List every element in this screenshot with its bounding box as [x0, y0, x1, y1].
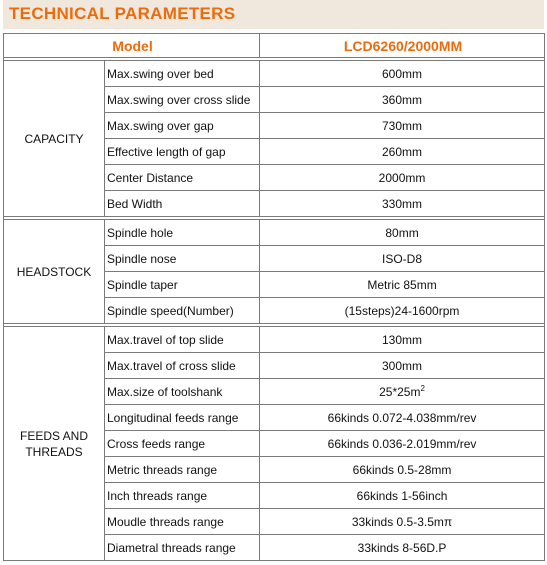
parameter-name: Bed Width [105, 191, 260, 217]
parameter-value [260, 113, 545, 139]
parameter-name: Max.travel of top slide [105, 327, 260, 353]
parameter-name: Longitudinal feeds range [105, 405, 260, 431]
parameter-value [260, 431, 545, 457]
parameter-value [260, 483, 545, 509]
parameter-value-text: 66kinds 0.5-28mm [352, 462, 452, 477]
parameter-name: Spindle speed(Number) [105, 298, 260, 324]
parameter-value-text: 66kinds 0.036-2.019mm/rev [327, 436, 477, 451]
model-value: LCD6260/2000MM [260, 34, 545, 58]
parameter-name: Cross feeds range [105, 431, 260, 457]
parameter-value-text: 2000mm [378, 170, 426, 185]
parameter-value [260, 379, 545, 405]
parameter-name: Spindle nose [105, 246, 260, 272]
parameter-value-text: 130mm [382, 332, 423, 347]
parameter-name: Moudle threads range [105, 509, 260, 535]
parameter-value [260, 246, 545, 272]
parameter-name: Spindle hole [105, 220, 260, 246]
parameter-value [260, 457, 545, 483]
parameter-name: Max.travel of cross slide [105, 353, 260, 379]
parameter-value [260, 87, 545, 113]
model-label: Model [4, 34, 260, 58]
table-row [4, 61, 545, 87]
parameter-name: Max.swing over cross slide [105, 87, 260, 113]
parameter-value [260, 165, 545, 191]
parameter-value-text: 600mm [382, 66, 423, 81]
page-title: TECHNICAL PARAMETERS [9, 4, 236, 23]
parameter-value [260, 272, 545, 298]
parameter-name: Max.swing over gap [105, 113, 260, 139]
parameter-value-text: 360mm [382, 92, 423, 107]
parameter-name: Diametral threads range [105, 535, 260, 561]
parameter-value-text: 66kinds 1-56inch [356, 488, 448, 503]
parameter-value-text: 33kinds 8-56D.P [357, 540, 447, 555]
parameter-name: Metric threads range [105, 457, 260, 483]
parameter-value-text: 730mm [382, 118, 423, 133]
parameter-value-text: 300mm [382, 358, 423, 373]
parameter-value-text: ISO-D8 [382, 251, 423, 266]
group-label: FEEDS AND THREADS [4, 327, 105, 561]
parameter-value [260, 220, 545, 246]
parameter-value-text: 260mm [382, 144, 423, 159]
parameter-value [260, 535, 545, 561]
unit-superscript: 2 [420, 383, 425, 393]
group-label: HEADSTOCK [4, 220, 105, 324]
parameter-value-text: (15steps)24-1600rpm [344, 303, 460, 318]
parameter-value [260, 139, 545, 165]
parameter-name: Spindle taper [105, 272, 260, 298]
table-row [4, 220, 545, 246]
parameter-name: Max.size of toolshank [105, 379, 260, 405]
parameter-value [260, 298, 545, 324]
parameter-value-text: 330mm [382, 196, 423, 211]
parameter-value [260, 327, 545, 353]
parameter-value-text: 80mm [385, 225, 419, 240]
table-header-row [4, 34, 545, 58]
parameter-name: Center Distance [105, 165, 260, 191]
parameter-name: Inch threads range [105, 483, 260, 509]
parameter-value-text: 25*25m [379, 384, 421, 399]
parameters-table [3, 33, 545, 561]
parameter-name: Effective length of gap [105, 139, 260, 165]
parameter-value [260, 61, 545, 87]
parameter-value-text: 66kinds 0.072-4.038mm/rev [327, 410, 477, 425]
parameter-name: Max.swing over bed [105, 61, 260, 87]
parameter-value-text: Metric 85mm [367, 277, 437, 292]
table-row [4, 327, 545, 353]
parameter-value [260, 509, 545, 535]
parameter-value [260, 353, 545, 379]
title-bar [3, 0, 544, 29]
parameter-value [260, 191, 545, 217]
parameters-table-body [4, 34, 545, 561]
group-label: CAPACITY [4, 61, 105, 217]
parameter-value-text: 33kinds 0.5-3.5mπ [351, 514, 453, 529]
parameter-value [260, 405, 545, 431]
